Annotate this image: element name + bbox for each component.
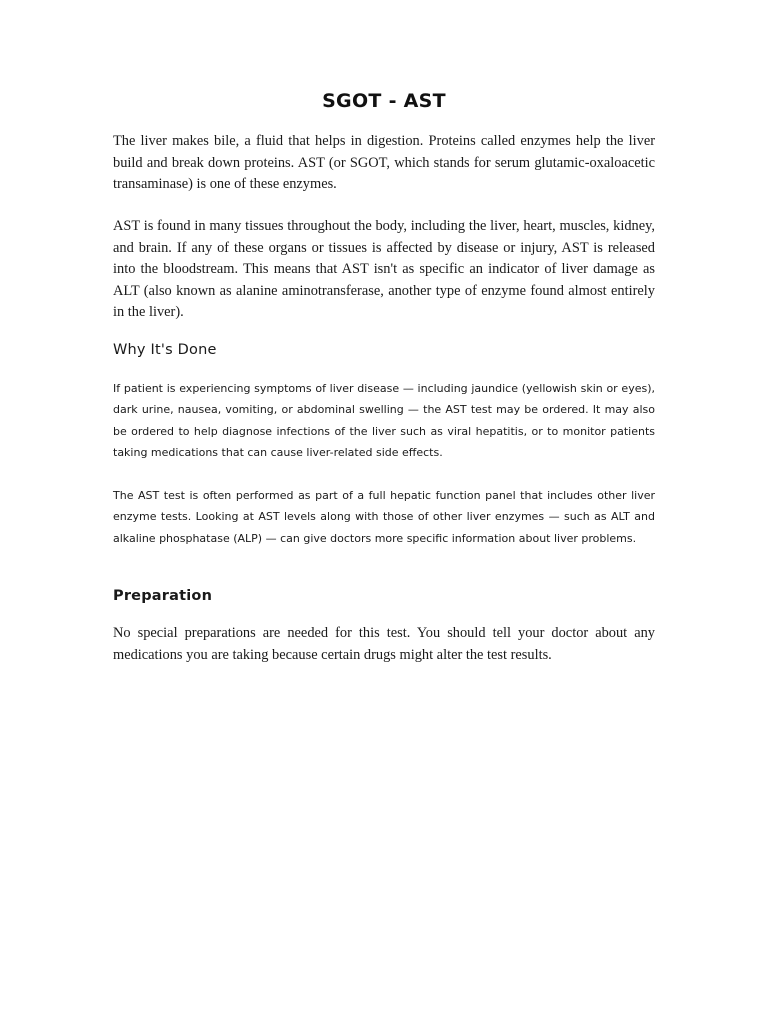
intro-paragraph-2: AST is found in many tissues throughout the body, including the liver, heart, muscles, kidney, and brain. If any of these organs or tissues is affected by disease or injury, AST is released into the bloodstream. This means that AST isn't as specific an indicator of liver damage as ALT (also known as alanine aminotransferase, another type of enzyme found almost entirely in the liver). — [113, 218, 655, 320]
preparation-paragraph: No special preparations are needed for this test. You should tell your doctor about any medications you are taking because certain drugs might alter the test results. — [113, 625, 655, 663]
preparation-heading: Preparation — [113, 588, 213, 604]
why-its-done-paragraph-1: If patient is experiencing symptoms of liver disease — including jaundice (yellowish skin or eyes), dark urine, nausea, vomiting, or abdominal swelling — the AST test may be ordered. It may also be ordered to help diagnose infections of the liver such as viral hepatitis, or to monitor patients taking medications that can cause liver-related side effects. — [113, 382, 655, 459]
document-title: SGOT - AST — [322, 90, 446, 112]
why-its-done-paragraph-2: The AST test is often performed as part of a full hepatic function panel that includes other liver enzyme tests. Looking at AST levels along with those of other liver enzymes — such as ALT and alkaline phosphatase (ALP) — can give doctors more specific information about liver problems. — [113, 489, 655, 545]
intro-paragraph-1: The liver makes bile, a fluid that helps in digestion. Proteins called enzymes help the liver build and break down proteins. AST (or SGOT, which stands for serum glutamic-oxaloacetic transaminase) is one of these enzymes. — [113, 133, 655, 192]
why-its-done-heading: Why It's Done — [113, 342, 217, 358]
